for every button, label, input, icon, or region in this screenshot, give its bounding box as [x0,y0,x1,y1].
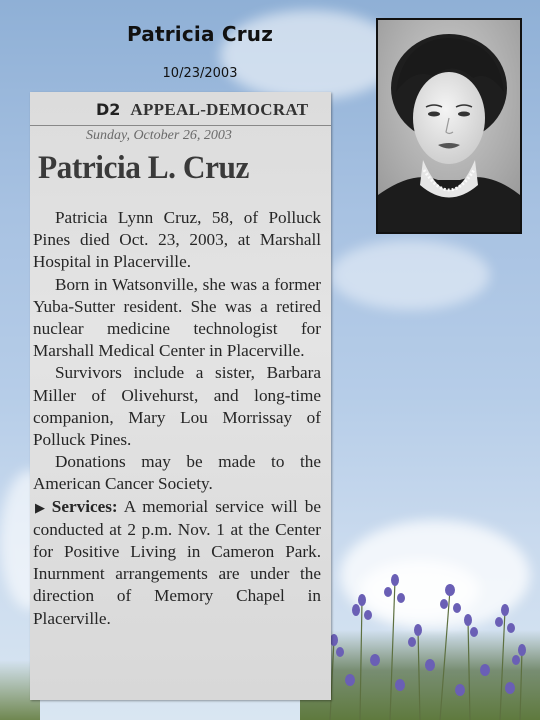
portrait-image [378,20,520,232]
portrait-photo [376,18,522,234]
page-number: D2 [96,100,121,119]
header-divider [30,125,331,126]
publication-date: Sunday, October 26, 2003 [86,128,232,143]
obituary-body [33,207,321,630]
obituary-headline: Patricia L. Cruz [38,150,249,186]
newspaper-clipping [30,92,331,700]
death-date: 10/23/2003 [162,66,238,81]
services-label: Services: [51,496,118,516]
triangle-right-icon: ▶ [35,499,48,515]
page-title: Patricia Cruz [126,22,274,46]
cloud [330,240,490,310]
newspaper-name: APPEAL-DEMOCRAT [130,100,309,119]
obituary-paragraph: Survivors include a sister, Barbara Miller of Olivehurst, and long-time companion, Mary Lou Morrissay of Polluck Pines. [33,363,321,450]
flower-meadow [300,560,540,720]
clipping-header [96,100,326,122]
obituary-paragraph: Patricia Lynn Cruz, 58, of Polluck Pines died Oct. 23, 2003, at Marshall Hospital in Placerville. [33,208,321,272]
obituary-paragraph: Born in Watsonville, she was a former Yuba-Sutter resident. She was a retired nuclear medicine technologist for Marshall Medical Center in Placerville. [33,274,321,361]
services-text: A memorial service will be conducted at 2 p.m. Nov. 1 at the Center for Positive Living in Cameron Park. Inurnment arrangements are under the direction of Memory Chapel in Placerville. [33,496,321,628]
obituary-paragraph: Donations may be made to the American Cancer Society. [33,452,321,494]
services-paragraph [33,496,321,630]
